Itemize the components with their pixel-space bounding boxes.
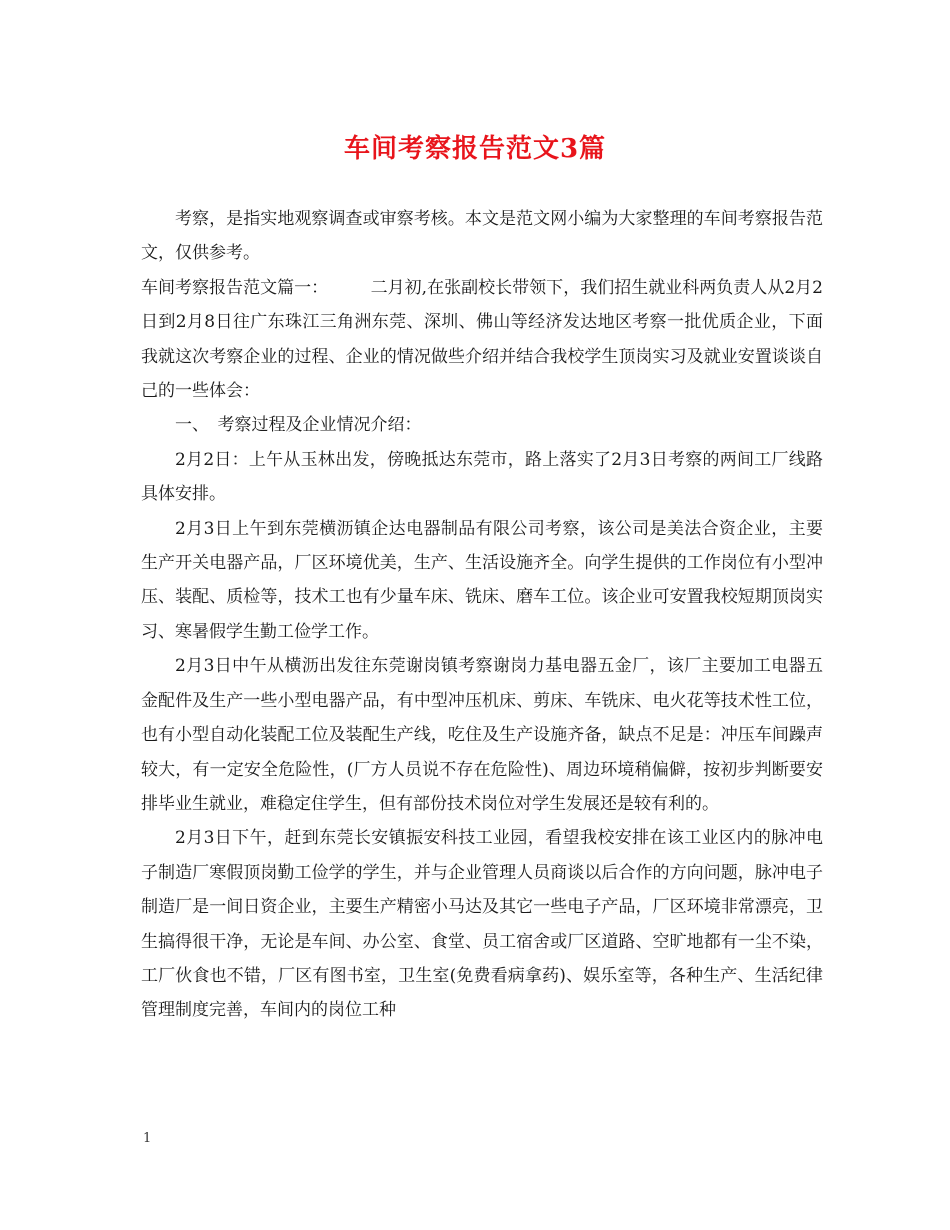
body-paragraph: 2月3日中午从横沥出发往东莞谢岗镇考察谢岗力基电器五金厂，该厂主要加工电器五金配件及生产一些小型电器产品，有中型冲压机床、剪床、车铣床、电火花等技术性工位，也有小型自动化装配工位及装配生产线，吃住及生产设施齐备，缺点不足是：冲压车间躁声较大，有一定安全危险性，(厂方人员说不存在危险性)、周边环境稍偏僻，按初步判断要安排毕业生就业，难稳定住学生，但有部份技术岗位对学生发展还是较有利的。 <box>141 656 823 814</box>
document-body <box>141 202 823 1028</box>
section-one-intro-paragraph: 车间考察报告范文篇一： 二月初,在张副校长带领下，我们招生就业科两负责人从2月2日到2月8日往广东珠江三角洲东莞、深圳、佛山等经济发达地区考察一批优质企业，下面我就这次考察企业的过程、企业的情况做些介绍并结合我校学生顶岗实习及就业安置谈谈自己的一些体会： <box>141 277 823 402</box>
body-paragraph: 2月2日：上午从玉林出发，傍晚抵达东莞市，路上落实了2月3日考察的两间工厂线路具体安排。 <box>141 449 823 505</box>
section-heading: 一、 考察过程及企业情况介绍： <box>175 415 422 436</box>
intro-paragraph: 考察，是指实地观察调查或审察考核。本文是范文网小编为大家整理的车间考察报告范文，仅供参考。 <box>141 209 823 264</box>
body-paragraph: 2月3日下午，赶到东莞长安镇振安科技工业园，看望我校安排在该工业区内的脉冲电子制造厂寒假顶岗勤工俭学的学生，并与企业管理人员商谈以后合作的方向问题，脉冲电子制造厂是一间日资企业，主要生产精密小马达及其它一些电子产品，厂区环境非常漂亮，卫生搞得很干净，无论是车间、办公室、食堂、员工宿舍或厂区道路、空旷地都有一尘不染，工厂伙食也不错，厂区有图书室，卫生室(免费看病拿药)、娱乐室等，各种生产、生活纪律管理制度完善，车间内的岗位工种 <box>141 828 823 1021</box>
page-number: 1 <box>143 1131 152 1146</box>
body-paragraph: 2月3日上午到东莞横沥镇企达电器制品有限公司考察，该公司是美法合资企业，主要生产开关电器产品，厂区环境优美，生产、生活设施齐全。向学生提供的工作岗位有小型冲压、装配、质检等，技术工也有少量车床、铣床、磨车工位。该企业可安置我校短期顶岗实习、寒暑假学生勤工俭学工作。 <box>141 518 823 642</box>
document-title: 车间考察报告范文3篇 <box>343 134 607 164</box>
